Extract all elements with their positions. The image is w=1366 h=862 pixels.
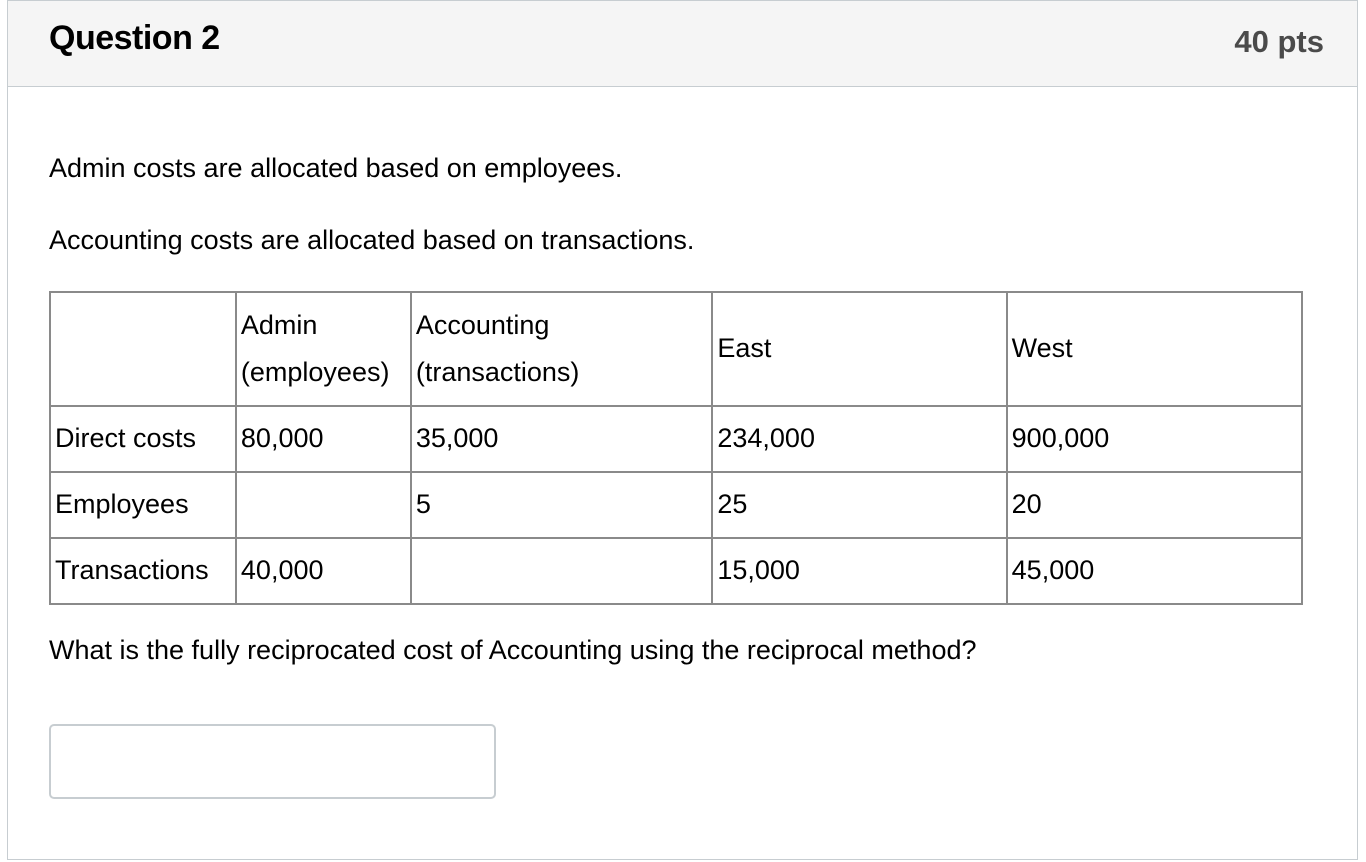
question-title: Question 2 xyxy=(49,19,220,57)
question-points: 40 pts xyxy=(1234,24,1324,59)
cell-west: 20 xyxy=(1007,472,1302,538)
answer-input[interactable] xyxy=(49,724,496,799)
accounting-header-line-1: Accounting xyxy=(415,309,550,340)
question-prompt: What is the fully reciprocated cost of Accounting using the reciprocal method? xyxy=(49,635,977,665)
cell-west: 900,000 xyxy=(1007,406,1302,472)
table-header-cell-empty xyxy=(50,292,236,406)
table-row xyxy=(50,472,1302,538)
question-text-line-1: Admin costs are allocated based on employees. xyxy=(49,153,623,183)
question-header xyxy=(8,1,1357,87)
cell-east: 234,000 xyxy=(712,406,1006,472)
row-label: Transactions xyxy=(50,538,236,604)
table-row xyxy=(50,406,1302,472)
cell-accounting: 5 xyxy=(411,472,713,538)
cell-admin: 80,000 xyxy=(236,406,411,472)
admin-header-line-2: (employees) xyxy=(240,357,390,387)
cell-east: 15,000 xyxy=(712,538,1006,604)
row-label: Employees xyxy=(50,472,236,538)
cell-admin xyxy=(236,472,411,538)
question-text-line-2: Accounting costs are allocated based on transactions. xyxy=(49,225,695,255)
cell-accounting xyxy=(411,538,713,604)
accounting-header-line-2: (transactions) xyxy=(415,357,580,387)
row-label: Direct costs xyxy=(50,406,236,472)
table-header-cell-east: East xyxy=(712,292,1006,406)
cell-admin: 40,000 xyxy=(236,538,411,604)
table-row xyxy=(50,538,1302,604)
table-header-row xyxy=(50,292,1302,406)
cell-west: 45,000 xyxy=(1007,538,1302,604)
table-header-cell-accounting xyxy=(411,292,713,406)
table-header-cell-west: West xyxy=(1007,292,1302,406)
question-card xyxy=(7,0,1358,860)
cell-accounting: 35,000 xyxy=(411,406,713,472)
cell-east: 25 xyxy=(712,472,1006,538)
admin-header-line-1: Admin xyxy=(240,309,318,340)
table-header-cell-admin xyxy=(236,292,411,406)
cost-allocation-table xyxy=(49,291,1303,605)
